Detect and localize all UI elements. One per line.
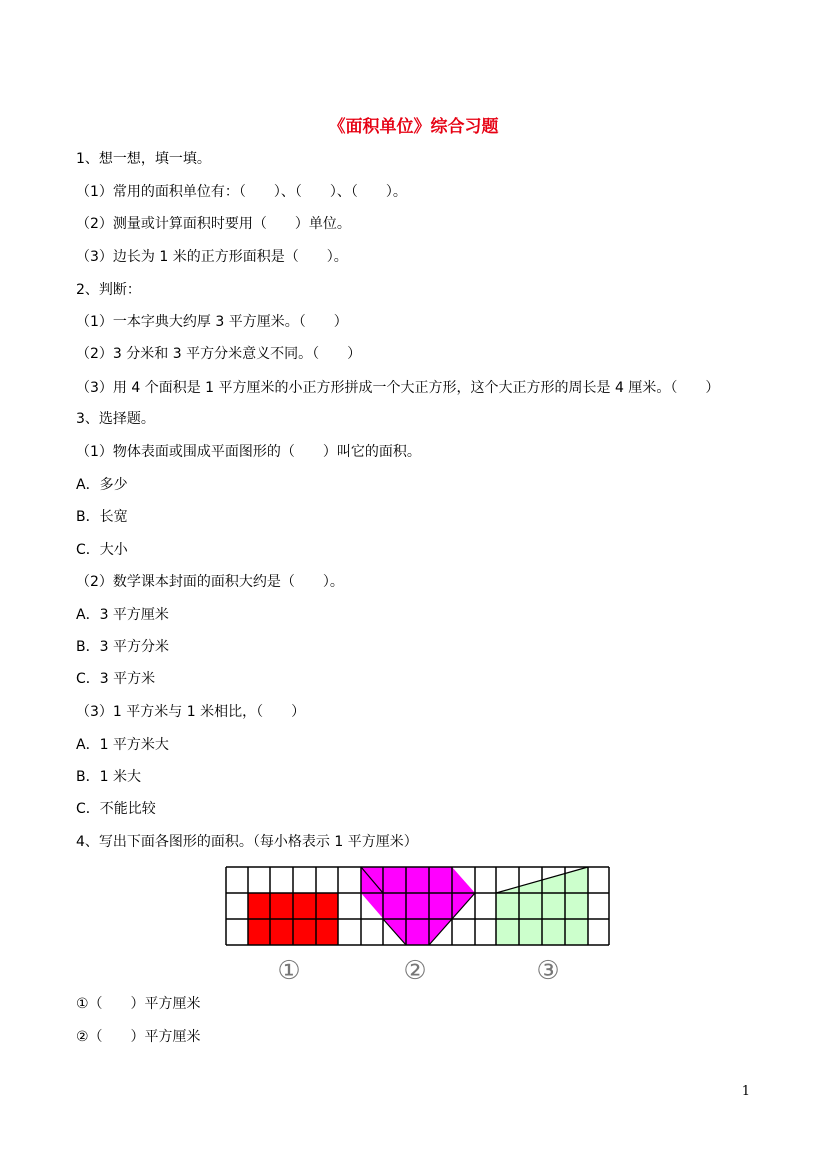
text-line: （1）常用的面积单位有：（ ）、（ ）、（ ）。 (76, 184, 407, 200)
text-line: 3、选择题。 (76, 411, 155, 427)
figure-label-2: ② (403, 956, 427, 986)
text-line: B．3 平方分米 (76, 639, 169, 655)
page-title: 《面积单位》综合习题 (328, 117, 499, 137)
text-line: 1、想一想，填一填。 (76, 151, 211, 167)
text-line: （2）数学课本封面的面积大约是（ ）。 (76, 574, 344, 590)
text-line: 4、写出下面各图形的面积。（每小格表示 1 平方厘米） (76, 834, 418, 850)
text-line: C．不能比较 (76, 801, 156, 817)
shape-2-polygon (361, 867, 475, 945)
text-line: （3）1 平方米与 1 米相比，（ ） (76, 704, 306, 720)
text-line: （3）边长为 1 米的正方形面积是（ ）。 (76, 249, 348, 265)
text-line: A．多少 (76, 477, 128, 493)
text-line: A．1 平方米大 (76, 737, 169, 753)
text-line: ①（ ）平方厘米 (76, 996, 201, 1012)
text-line: C．3 平方米 (76, 671, 156, 687)
text-line: （3）用 4 个面积是 1 平方厘米的小正方形拼成一个大正方形，这个大正方形的周长是 4 厘米。（ ） (76, 380, 720, 396)
text-line: （1）物体表面或围成平面图形的（ ）叫它的面积。 (76, 444, 421, 460)
page-number: 1 (741, 1084, 750, 1099)
text-line: （2）3 分米和 3 平方分米意义不同。（ ） (76, 346, 362, 362)
figure-label-1: ① (277, 956, 301, 986)
text-line: C．大小 (76, 542, 128, 558)
text-line: B．1 米大 (76, 769, 141, 785)
text-line: （2）测量或计算面积时要用（ ）单位。 (76, 216, 351, 232)
text-line: ②（ ）平方厘米 (76, 1029, 201, 1045)
text-line: B．长宽 (76, 509, 128, 525)
text-line: A．3 平方厘米 (76, 607, 169, 623)
area-grid-figure (225, 866, 610, 986)
text-line: （1）一本字典大约厚 3 平方厘米。（ ） (76, 314, 348, 330)
text-line: 2、判断： (76, 282, 141, 298)
figure-label-3: ③ (536, 956, 560, 986)
